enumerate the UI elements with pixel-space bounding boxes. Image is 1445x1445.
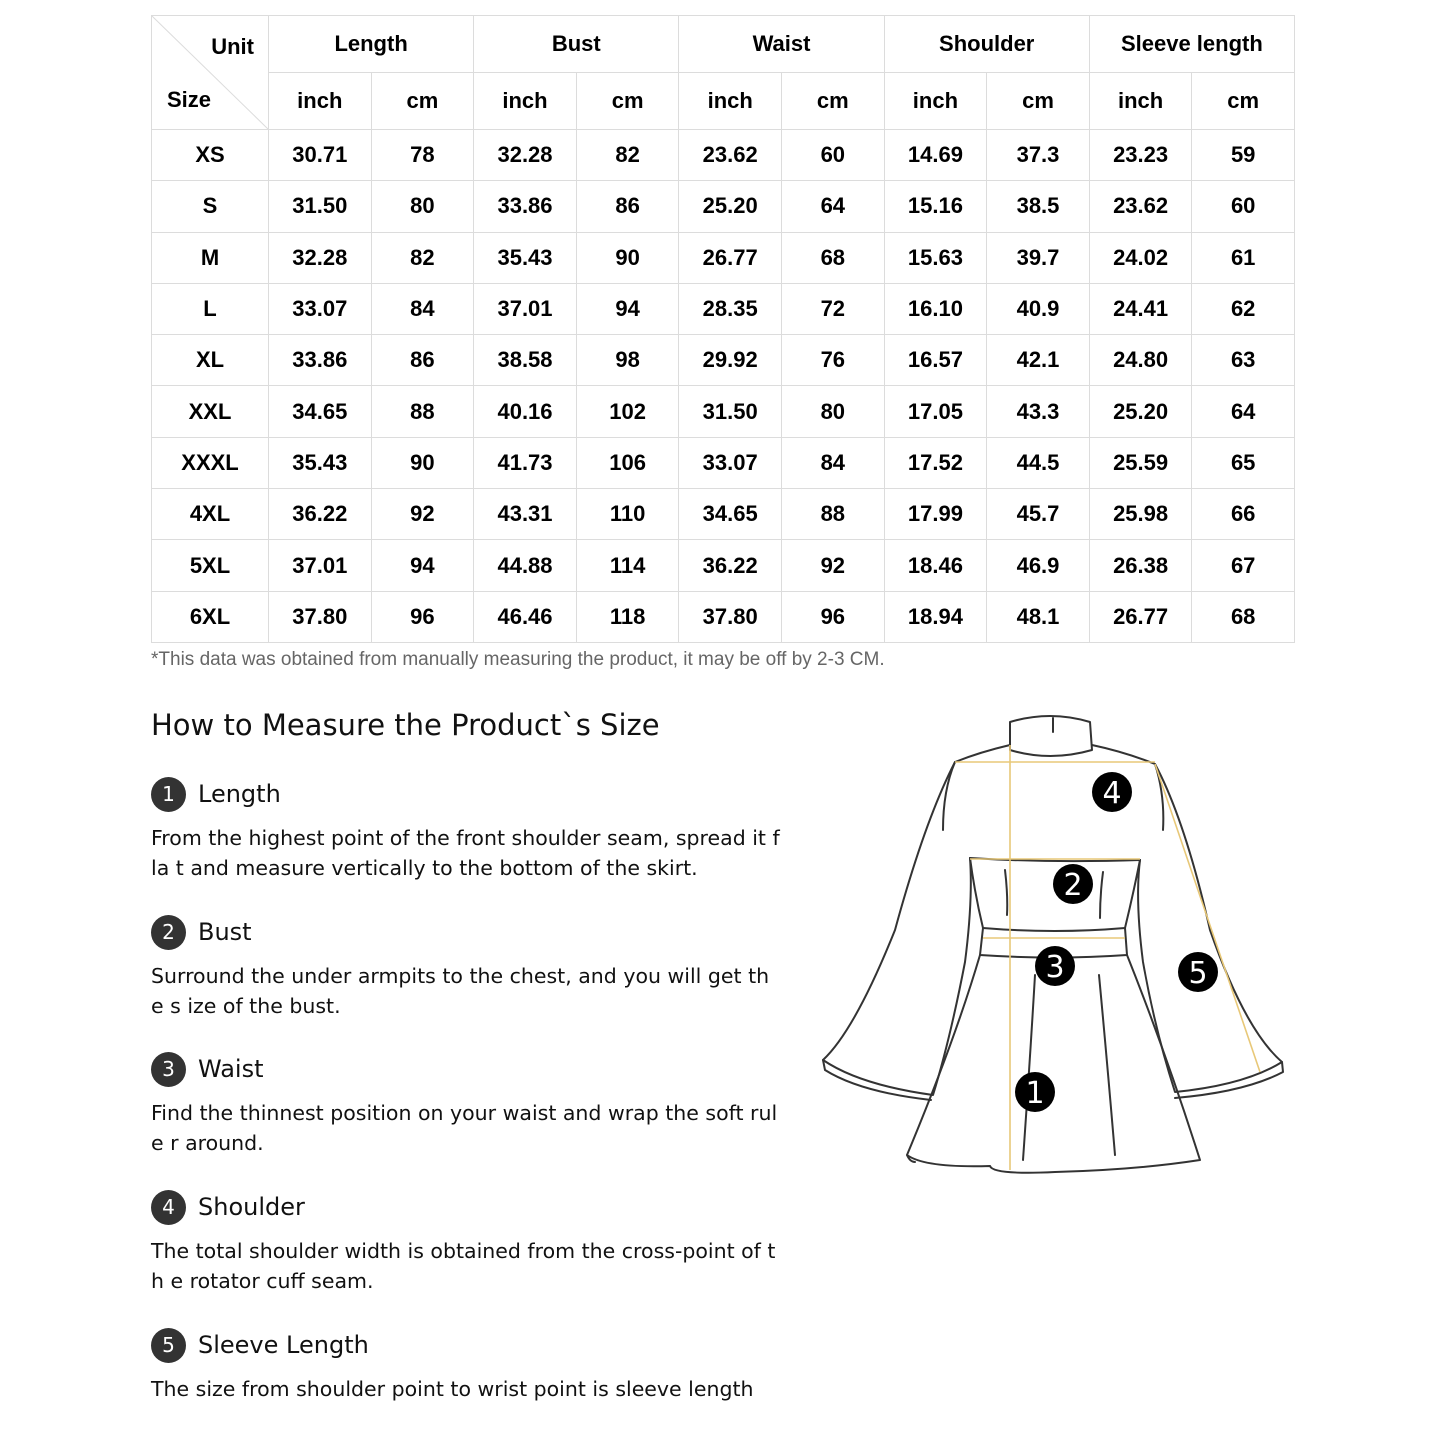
measurement-cell: 86 [576, 181, 679, 232]
table-row [152, 181, 1295, 232]
step-label: Sleeve Length [198, 1331, 369, 1359]
table-row [152, 232, 1295, 283]
measurement-cell: 72 [782, 283, 885, 334]
group-header-waist: Waist [679, 16, 884, 73]
measurement-cell: 64 [782, 181, 885, 232]
table-row [152, 283, 1295, 334]
measurement-cell: 26.77 [679, 232, 782, 283]
size-label-cell: 4XL [152, 489, 269, 540]
measurement-cell: 23.62 [1089, 181, 1192, 232]
size-label-cell: L [152, 283, 269, 334]
size-label-cell: 5XL [152, 540, 269, 591]
measurement-cell: 46.46 [474, 591, 577, 642]
measurement-cell: 33.86 [474, 181, 577, 232]
unit-header-cell: cm [1192, 73, 1295, 130]
measurement-cell: 80 [782, 386, 885, 437]
measurement-cell: 60 [782, 130, 885, 181]
measurement-cell: 14.69 [884, 130, 987, 181]
measurement-cell: 96 [782, 591, 885, 642]
measurement-cell: 94 [576, 283, 679, 334]
size-label-cell: XS [152, 130, 269, 181]
measurement-cell: 63 [1192, 335, 1295, 386]
table-corner-cell [152, 16, 269, 130]
measurement-cell: 15.63 [884, 232, 987, 283]
group-header-bust: Bust [474, 16, 679, 73]
measurement-cell: 37.01 [269, 540, 372, 591]
step-description: The total shoulder width is obtained from the cross-point of th e rotator cuff seam. [151, 1239, 776, 1293]
measurement-cell: 84 [782, 437, 885, 488]
measurement-cell: 25.20 [679, 181, 782, 232]
measurement-cell: 82 [576, 130, 679, 181]
step-label: Waist [198, 1055, 264, 1083]
dress-measurement-diagram [815, 700, 1295, 1190]
measurement-cell: 15.16 [884, 181, 987, 232]
measurement-cell: 25.59 [1089, 437, 1192, 488]
measurement-cell: 102 [576, 386, 679, 437]
measurement-cell: 62 [1192, 283, 1295, 334]
table-row [152, 540, 1295, 591]
step-label: Length [198, 780, 281, 808]
measurement-cell: 17.99 [884, 489, 987, 540]
step-description: The size from shoulder point to wrist point is sleeve length [151, 1377, 754, 1401]
step-number-badge: 1 [151, 777, 186, 812]
measurement-cell: 25.20 [1089, 386, 1192, 437]
step-label: Shoulder [198, 1193, 305, 1221]
measurement-cell: 26.38 [1089, 540, 1192, 591]
unit-header-cell: inch [474, 73, 577, 130]
measurement-cell: 61 [1192, 232, 1295, 283]
size-label-cell: XL [152, 335, 269, 386]
measurement-cell: 36.22 [269, 489, 372, 540]
measurement-cell: 26.77 [1089, 591, 1192, 642]
group-header-shoulder: Shoulder [884, 16, 1089, 73]
measurement-cell: 86 [371, 335, 474, 386]
marker-bust-number: 2 [1063, 868, 1083, 903]
step-number-badge: 5 [151, 1328, 186, 1363]
size-label-cell: 6XL [152, 591, 269, 642]
measurement-cell: 65 [1192, 437, 1295, 488]
measurement-cell: 88 [371, 386, 474, 437]
measurement-cell: 29.92 [679, 335, 782, 386]
measurement-cell: 78 [371, 130, 474, 181]
step-number-badge: 2 [151, 915, 186, 950]
measurement-cell: 32.28 [474, 130, 577, 181]
measurement-cell: 68 [782, 232, 885, 283]
size-label-cell: S [152, 181, 269, 232]
measurement-cell: 43.31 [474, 489, 577, 540]
measurement-cell: 45.7 [987, 489, 1090, 540]
measurement-cell: 38.58 [474, 335, 577, 386]
table-row [152, 335, 1295, 386]
measurement-cell: 88 [782, 489, 885, 540]
table-row [152, 591, 1295, 642]
measurement-cell: 37.80 [269, 591, 372, 642]
corner-size-label: Size [167, 87, 212, 112]
measurement-cell: 66 [1192, 489, 1295, 540]
measurement-cell: 118 [576, 591, 679, 642]
unit-header-cell: inch [884, 73, 987, 130]
measurement-cell: 64 [1192, 386, 1295, 437]
unit-header-cell: cm [371, 73, 474, 130]
measurement-cell: 43.3 [987, 386, 1090, 437]
guide-step-sleeve-length [151, 1327, 781, 1405]
unit-header-cell: cm [987, 73, 1090, 130]
measurement-cell: 42.1 [987, 335, 1090, 386]
marker-sleeve-number: 5 [1188, 956, 1208, 991]
table-row [152, 437, 1295, 488]
group-header-length: Length [269, 16, 474, 73]
measurement-cell: 39.7 [987, 232, 1090, 283]
measurement-cell: 67 [1192, 540, 1295, 591]
measurement-note: *This data was obtained from manually measuring the product, it may be off by 2-3 CM. [151, 649, 885, 670]
size-chart-table [151, 15, 1295, 643]
step-description: From the highest point of the front shoulder seam, spread it fla t and measure vertically to the bottom of the skirt. [151, 826, 780, 880]
measurement-cell: 33.07 [269, 283, 372, 334]
step-label: Bust [198, 918, 252, 946]
measurement-cell: 40.16 [474, 386, 577, 437]
measurement-cell: 98 [576, 335, 679, 386]
size-label-cell: XXL [152, 386, 269, 437]
measurement-cell: 114 [576, 540, 679, 591]
unit-header-cell: inch [1089, 73, 1192, 130]
marker-length-number: 1 [1025, 1076, 1045, 1111]
measurement-cell: 34.65 [269, 386, 372, 437]
measurement-cell: 40.9 [987, 283, 1090, 334]
step-number-badge: 4 [151, 1190, 186, 1225]
measurement-cell: 90 [371, 437, 474, 488]
measurement-cell: 35.43 [474, 232, 577, 283]
measurement-cell: 37.80 [679, 591, 782, 642]
measurement-cell: 82 [371, 232, 474, 283]
guide-title: How to Measure the Product`s Size [151, 708, 660, 742]
measurement-markers [1015, 772, 1218, 1112]
guide-step-bust [151, 914, 781, 1021]
table-row [152, 489, 1295, 540]
unit-header-cell: inch [679, 73, 782, 130]
measurement-cell: 92 [782, 540, 885, 591]
measurement-cell: 24.80 [1089, 335, 1192, 386]
size-label-cell: M [152, 232, 269, 283]
measurement-cell: 24.41 [1089, 283, 1192, 334]
corner-unit-label: Unit [211, 34, 254, 59]
measurement-cell: 44.88 [474, 540, 577, 591]
measurement-cell: 30.71 [269, 130, 372, 181]
measurement-cell: 33.07 [679, 437, 782, 488]
unit-header-cell: cm [782, 73, 885, 130]
measurement-cell: 18.46 [884, 540, 987, 591]
measurement-cell: 25.98 [1089, 489, 1192, 540]
measurement-cell: 23.23 [1089, 130, 1192, 181]
measurement-cell: 36.22 [679, 540, 782, 591]
measurement-cell: 106 [576, 437, 679, 488]
measurement-cell: 32.28 [269, 232, 372, 283]
measurement-cell: 35.43 [269, 437, 372, 488]
measurement-cell: 17.05 [884, 386, 987, 437]
unit-header-cell: cm [576, 73, 679, 130]
measurement-cell: 59 [1192, 130, 1295, 181]
measurement-cell: 18.94 [884, 591, 987, 642]
measurement-cell: 17.52 [884, 437, 987, 488]
measurement-cell: 94 [371, 540, 474, 591]
table-row [152, 386, 1295, 437]
guide-step-length [151, 776, 781, 883]
measurement-cell: 16.57 [884, 335, 987, 386]
measurement-cell: 33.86 [269, 335, 372, 386]
measurement-cell: 31.50 [679, 386, 782, 437]
guide-step-waist [151, 1051, 781, 1158]
measurement-cell: 41.73 [474, 437, 577, 488]
table-row [152, 130, 1295, 181]
group-header-sleeve-length: Sleeve length [1089, 16, 1294, 73]
measurement-cell: 110 [576, 489, 679, 540]
measurement-cell: 84 [371, 283, 474, 334]
measurement-cell: 90 [576, 232, 679, 283]
measurement-cell: 80 [371, 181, 474, 232]
measurement-cell: 92 [371, 489, 474, 540]
measurement-cell: 31.50 [269, 181, 372, 232]
measurement-cell: 48.1 [987, 591, 1090, 642]
measurement-cell: 76 [782, 335, 885, 386]
marker-shoulder-number: 4 [1102, 776, 1122, 811]
measurement-cell: 44.5 [987, 437, 1090, 488]
step-description: Find the thinnest position on your waist and wrap the soft rule r around. [151, 1101, 778, 1155]
measurement-cell: 24.02 [1089, 232, 1192, 283]
unit-header-cell: inch [269, 73, 372, 130]
measurement-cell: 16.10 [884, 283, 987, 334]
guide-step-shoulder [151, 1189, 781, 1296]
measurement-cell: 38.5 [987, 181, 1090, 232]
measurement-cell: 68 [1192, 591, 1295, 642]
step-number-badge: 3 [151, 1052, 186, 1087]
measurement-cell: 37.3 [987, 130, 1090, 181]
measurement-cell: 28.35 [679, 283, 782, 334]
measurement-cell: 96 [371, 591, 474, 642]
measurement-cell: 23.62 [679, 130, 782, 181]
dress-outline [823, 716, 1283, 1173]
measurement-cell: 34.65 [679, 489, 782, 540]
marker-waist-number: 3 [1045, 950, 1065, 985]
measurement-cell: 37.01 [474, 283, 577, 334]
step-description: Surround the under armpits to the chest, and you will get the s ize of the bust. [151, 964, 770, 1018]
size-label-cell: XXXL [152, 437, 269, 488]
measurement-cell: 60 [1192, 181, 1295, 232]
measurement-cell: 46.9 [987, 540, 1090, 591]
